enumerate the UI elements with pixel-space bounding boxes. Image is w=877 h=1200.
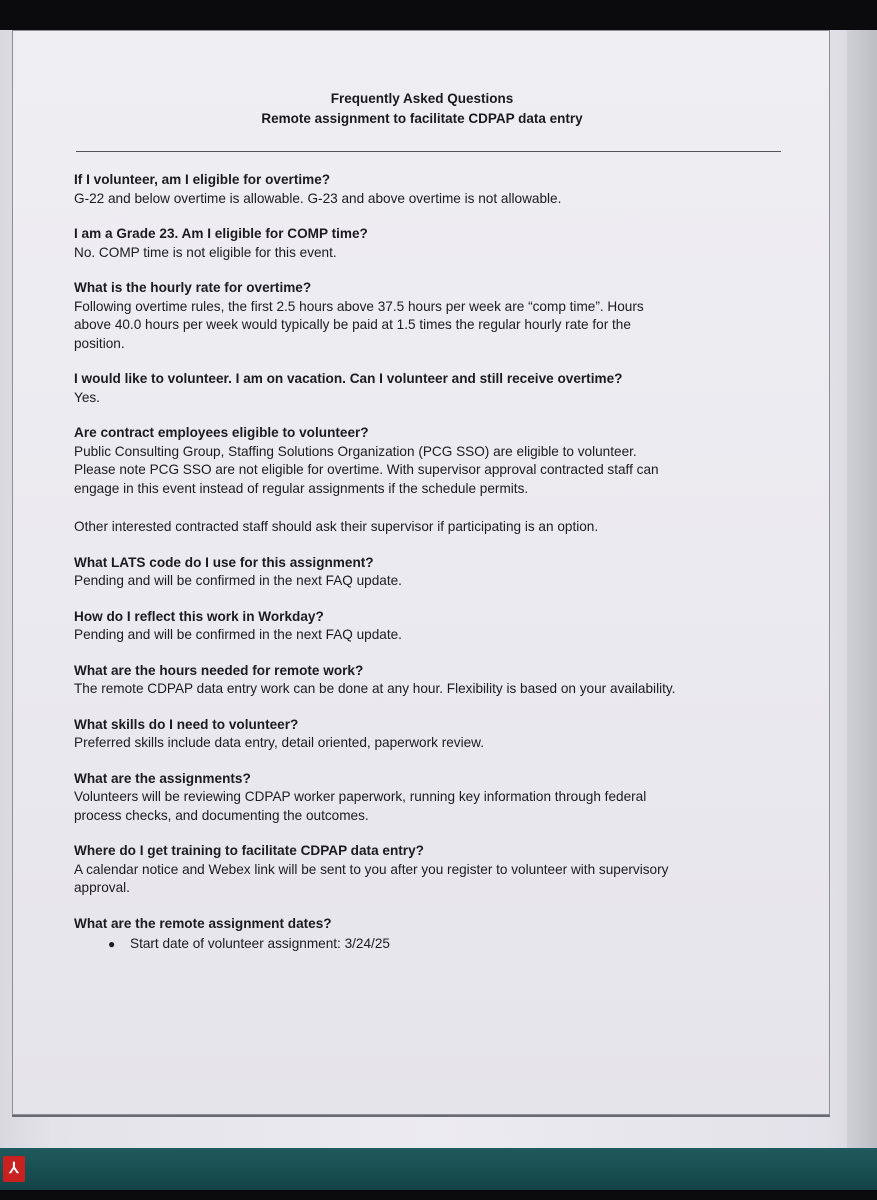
faq-item [74, 554, 794, 591]
faq-item [74, 842, 794, 898]
faq-question: I would like to volunteer. I am on vacation. Can I volunteer and still receive overtime? [74, 371, 623, 386]
faq-item [74, 370, 794, 407]
faq-answer: No. COMP time is not eligible for this event. [74, 244, 337, 260]
page-title: Frequently Asked Questions [330, 91, 514, 106]
faq-question: If I volunteer, am I eligible for overtime? [74, 172, 331, 187]
page-bottom-edge [12, 1115, 830, 1117]
pdf-icon[interactable]: ⅄ [3, 1156, 25, 1182]
faq-answer: Following overtime rules, the first 2.5 hours above 37.5 hours per week are “comp time”. Hours above 40.0 hours per week would typically be paid at 1.5 times the regular hourly rate for the position. [74, 298, 644, 351]
faq-list [74, 171, 794, 971]
faq-question: What is the hourly rate for overtime? [74, 280, 312, 295]
bullet-item [108, 935, 794, 954]
faq-question: What LATS code do I use for this assignment? [74, 554, 374, 570]
faq-question: What are the remote assignment dates? [74, 915, 332, 931]
faq-item [74, 225, 794, 262]
faq-question: What are the hours needed for remote work? [74, 662, 364, 678]
faq-answer: Preferred skills include data entry, detail oriented, paperwork review. [74, 735, 485, 750]
document-page [12, 30, 830, 1115]
faq-question: Where do I get training to facilitate CDPAP data entry? [74, 843, 424, 858]
faq-question: I am a Grade 23. Am I eligible for COMP time? [74, 226, 368, 241]
faq-question: Are contract employees eligible to volunteer? [74, 425, 369, 440]
faq-question: What skills do I need to volunteer? [74, 716, 299, 732]
divider [76, 151, 781, 152]
faq-item [74, 171, 794, 208]
faq-answer: G-22 and below overtime is allowable. G-23 and above overtime is not allowable. [74, 190, 562, 206]
faq-answer: Volunteers will be reviewing CDPAP worker paperwork, running key information through federal process checks, and documenting the outcomes. [74, 789, 647, 823]
faq-answer: A calendar notice and Webex link will be sent to you after you register to volunteer with supervisory approval. [74, 861, 669, 895]
faq-answer: Pending and will be confirmed in the next FAQ update. [74, 573, 402, 588]
faq-answer: Pending and will be confirmed in the next FAQ update. [74, 627, 402, 642]
faq-item [74, 424, 794, 537]
top-bezel [0, 0, 877, 30]
faq-item [74, 770, 794, 826]
title-block [13, 89, 831, 129]
faq-answer: Yes. [74, 389, 100, 405]
faq-item [74, 915, 794, 954]
faq-item [74, 662, 794, 699]
bullet-text: Start date of volunteer assignment: 3/24/25 [130, 936, 390, 951]
faq-note: Other interested contracted staff should ask their supervisor if participating is an option. [74, 519, 599, 534]
scrollbar-track[interactable] [847, 30, 877, 1148]
bullet-icon: ● [108, 937, 116, 951]
bottom-bezel [0, 1190, 877, 1200]
faq-question: How do I reflect this work in Workday? [74, 608, 324, 624]
faq-item [74, 716, 794, 753]
faq-answer: The remote CDPAP data entry work can be done at any hour. Flexibility is based on your availability. [74, 681, 676, 696]
faq-answer: Public Consulting Group, Staffing Solutions Organization (PCG SSO) are eligible to volunteer. Please note PCG SSO are not eligible for overtime. With supervisor approval contracted staff can engage in this event instead of regular assignments if the schedule permits. [74, 443, 659, 496]
page-subtitle: Remote assignment to facilitate CDPAP data entry [261, 111, 583, 126]
faq-item [74, 608, 794, 645]
faq-item [74, 279, 794, 353]
faq-question: What are the assignments? [74, 770, 251, 786]
